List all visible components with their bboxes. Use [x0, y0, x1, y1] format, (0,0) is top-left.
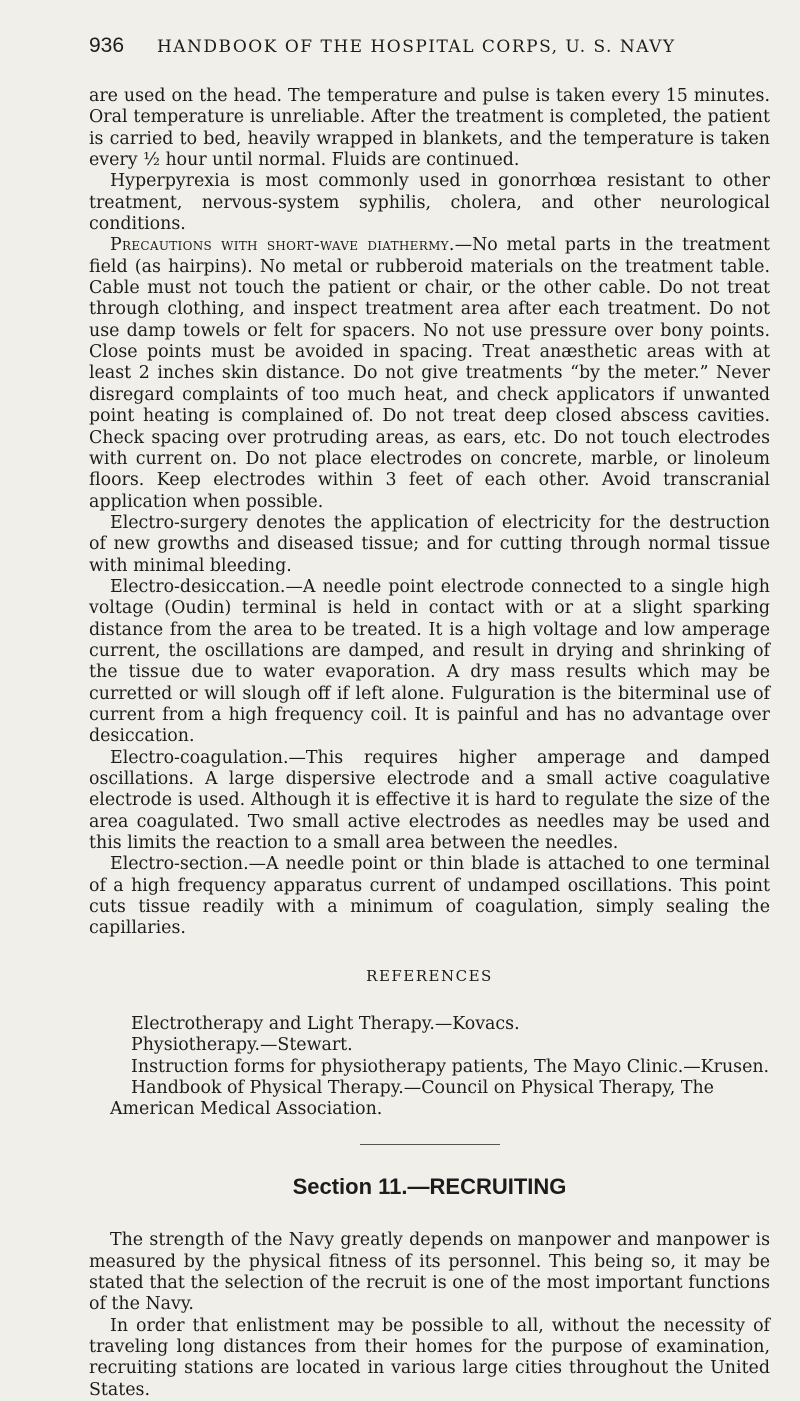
section-divider [360, 1144, 500, 1145]
references-heading: REFERENCES [366, 966, 493, 985]
paragraph-continued: are used on the head. The temperature and pulse is taken every 15 minutes. Oral temperature is unreliable. After the treatment is completed, the patient is carried to bed, heavily wrapped in blankets, and the temperature is taken every ½ hour until normal. Fluids are continued. [89, 86, 770, 171]
reference-item: Physiotherapy.—Stewart. [131, 1035, 353, 1056]
paragraph-hyperpyrexia: Hyperpyrexia is most commonly used in gonorrhœa resistant to other treatment, nervous-system syphilis, cholera, and other neurological conditions. [89, 171, 770, 235]
reference-item: Handbook of Physical Therapy.—Council on Physical Therapy, The American Medical Association. [110, 1078, 714, 1120]
paragraph-recruiting-2: In order that enlistment may be possible to all, without the necessity of traveling long distances from their homes for the purpose of examination, recruiting stations are located in various large cities throughout the United States. [89, 1315, 770, 1400]
precautions-heading: Precautions with short-wave diathermy. [110, 235, 455, 256]
paragraph-electro-desiccation: Electro-desiccation.—A needle point electrode connected to a single high voltage (Oudin) terminal is held in contact with or at a slight sparking distance from the area to be treated. It is a high voltage and low amperage current, the oscillations are damped, and result in drying and shrinking of the tissue due to water evaporation. A dry mass results which may be curretted or will slough off if left alone. Fulguration is the biterminal use of current from a high frequency coil. It is painful and has no advantage over desiccation. [89, 576, 770, 747]
running-header [89, 34, 769, 58]
page-number: 936 [89, 34, 125, 57]
reference-item: Instruction forms for physiotherapy patients, The Mayo Clinic.—Krusen. [131, 1056, 770, 1077]
running-title: HANDBOOK OF THE HOSPITAL CORPS, U. S. NAVY [156, 37, 676, 57]
paragraph-electro-surgery: Electro-surgery denotes the application of electricity for the destruction of new growths and diseased tissue; and for cutting through normal tissue with minimal bleeding. [89, 512, 770, 576]
reference-item: Electrotherapy and Light Therapy.—Kovacs. [131, 1014, 520, 1035]
paragraph-electro-coagulation: Electro-coagulation.—This requires higher amperage and damped oscillations. A large dispersive electrode and a small active coagulative electrode is used. Although it is effective it is hard to regulate the size of the area coagulated. Two small active electrodes as needles may be used and this limits the reaction to a small area between the needles. [89, 747, 770, 854]
paragraph-electro-section: Electro-section.—A needle point or thin blade is attached to one terminal of a high frequency apparatus current of undamped oscillations. This point cuts tissue readily with a minimum of coagulation, simply sealing the capillaries. [89, 854, 770, 939]
paragraph-recruiting-1: The strength of the Navy greatly depends on manpower and manpower is measured by the physical fitness of its personnel. This being so, it may be stated that the selection of the recruit is one of the most important functions of the Navy. [89, 1230, 770, 1315]
section-title: Section 11.—RECRUITING [292, 1173, 567, 1199]
paragraph-precautions: Precautions with short-wave diathermy.—No metal parts in the treatment field (as hairpins). No metal or rubberoid materials on the treatment table. Cable must not touch the patient or chair, or the other cable. Do not treat through clothing, and inspect treatment area after each treatment. Do not use damp towels or felt for spacers. No not use pressure over bony points. Close points must be avoided in spacing. Treat anæsthetic areas with at least 2 inches skin distance. Do not give treatments “by the meter.” Never disregard complaints of too much heat, and check applicators if unwanted point heating is complained of. Do not treat deep closed abscess cavities. Check spacing over protruding areas, as ears, etc. Do not touch electrodes with current on. Do not place electrodes on concrete, marble, or linoleum floors. Keep electrodes within 3 feet of each other. Avoid transcranial application when possible. [89, 235, 770, 512]
page-body [89, 86, 770, 1401]
